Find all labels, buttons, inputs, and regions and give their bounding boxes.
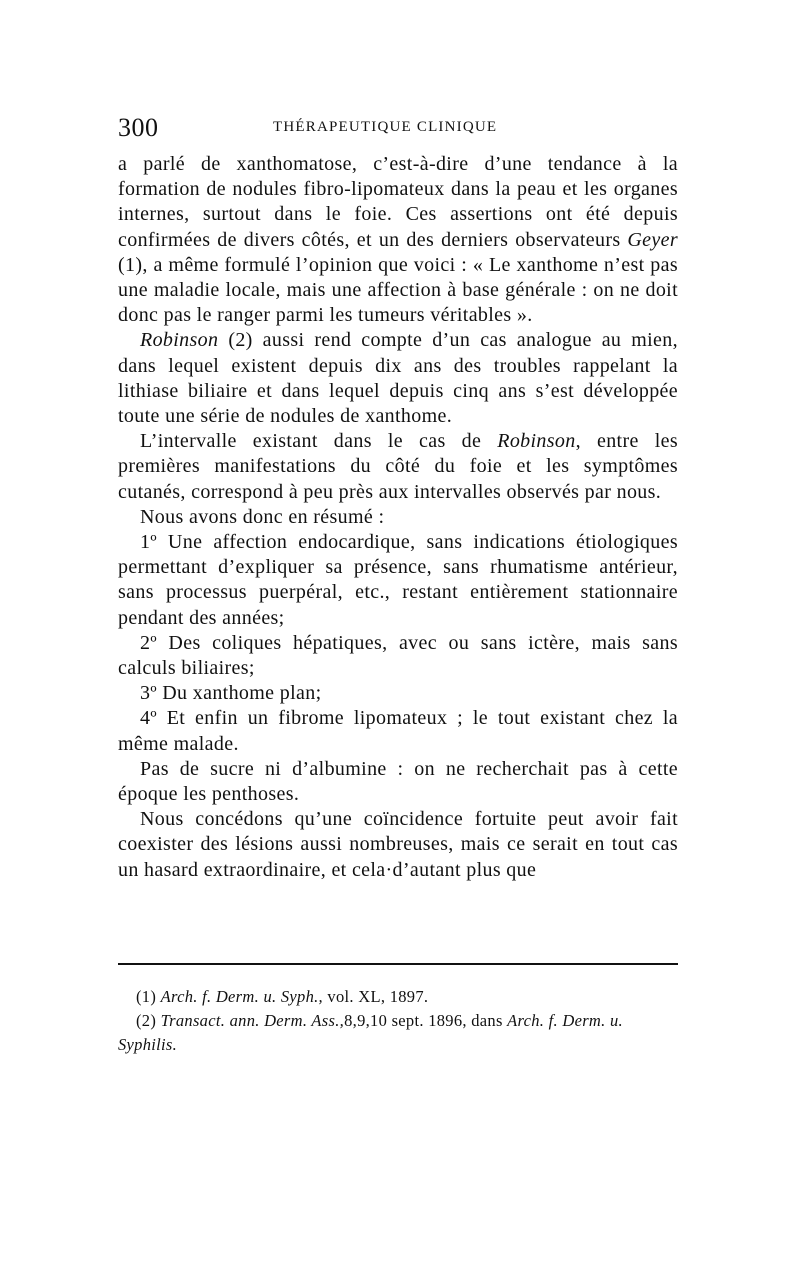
footnote-1	[118, 985, 678, 1009]
summary-item-4: 4º Et enfin un fibrome lipomateux ; le tout existant chez la même malade.	[118, 707, 678, 755]
running-head: THÉRAPEUTIQUE CLINIQUE	[273, 119, 498, 135]
page-number: 300	[118, 113, 159, 142]
author-reference-robinson: Robinson	[140, 329, 219, 352]
author-reference-robinson-2: Robinson	[497, 430, 576, 453]
footnote-2-journal-2: Arch. f. Derm. u. Syphilis.	[118, 1011, 623, 1054]
paragraph-10: Nous concédons qu’une coïncidence fortuite peut avoir fait coexister des lésions aussi nombreuses, mais ce serait en tout cas un hasard extraordinaire, et cela·d’autant plus que	[118, 808, 678, 881]
paragraph-3-text-b: , entre les premières manifestations du côté du foie et les symptômes cutanés, correspond à peu près aux intervalles observés par nous.	[118, 430, 678, 503]
footnotes	[118, 985, 678, 1057]
paragraph-3-text-a: L’intervalle existant dans le cas de	[140, 430, 498, 453]
page-header	[118, 113, 678, 143]
paragraph-2	[118, 328, 678, 429]
paragraph-4: Nous avons donc en résumé :	[140, 505, 385, 528]
summary-item-3: 3º Du xanthome plan;	[140, 682, 322, 705]
paragraph-1-text-a: a parlé de xanthomatose, c’est-à-dire d’une tendance à la formation de nodules fibro-lipomateux dans la peau et les organes internes, surtout dans le foie. Ces assertions ont été depuis confirmées de divers côtés, et un des derniers observateurs	[118, 153, 678, 251]
footnote-2	[118, 1009, 678, 1057]
paragraph-3	[118, 429, 678, 505]
author-reference-geyer: Geyer	[627, 228, 678, 251]
footnote-1-journal: Arch. f. Derm. u. Syph.,	[160, 987, 323, 1006]
footnote-divider	[118, 963, 678, 965]
body-text	[118, 152, 678, 883]
paragraph-9: Pas de sucre ni d’albumine : on ne recherchait pas à cette époque les penthoses.	[118, 757, 678, 806]
footnote-2-details: 8,9,10 sept. 1896, dans	[344, 1011, 508, 1030]
footnote-1-mark: (1)	[136, 987, 161, 1006]
summary-item-1: 1º Une affection endocardique, sans indications étiologiques permettant d’expliquer sa présence, sans rhumatisme antérieur, sans processus puerpéral, etc., restant entièrement stationnaire pendant des années;	[118, 531, 678, 629]
footnote-1-details: vol. XL, 1897.	[322, 987, 429, 1006]
paragraph-1-text-b: (1), a même formulé l’opinion que voici : « Le xanthome n’est pas une maladie locale, mais une affection à base générale : on ne doit donc pas le ranger parmi les tumeurs véritables ».	[118, 253, 678, 327]
summary-item-2: 2º Des coliques hépatiques, avec ou sans ictère, mais sans calculs biliaires;	[118, 631, 678, 680]
paragraph-1	[118, 152, 678, 328]
footnote-2-journal: Transact. ann. Derm. Ass.,	[160, 1011, 345, 1030]
footnote-2-mark: (2)	[136, 1011, 161, 1030]
paragraph-2-text: (2) aussi rend compte d’un cas analogue au mien, dans lequel existent depuis dix ans des troubles rappelant la lithiase biliaire et dans lequel depuis cinq ans s’est développée toute une série de nodules de xanthome.	[118, 329, 678, 428]
